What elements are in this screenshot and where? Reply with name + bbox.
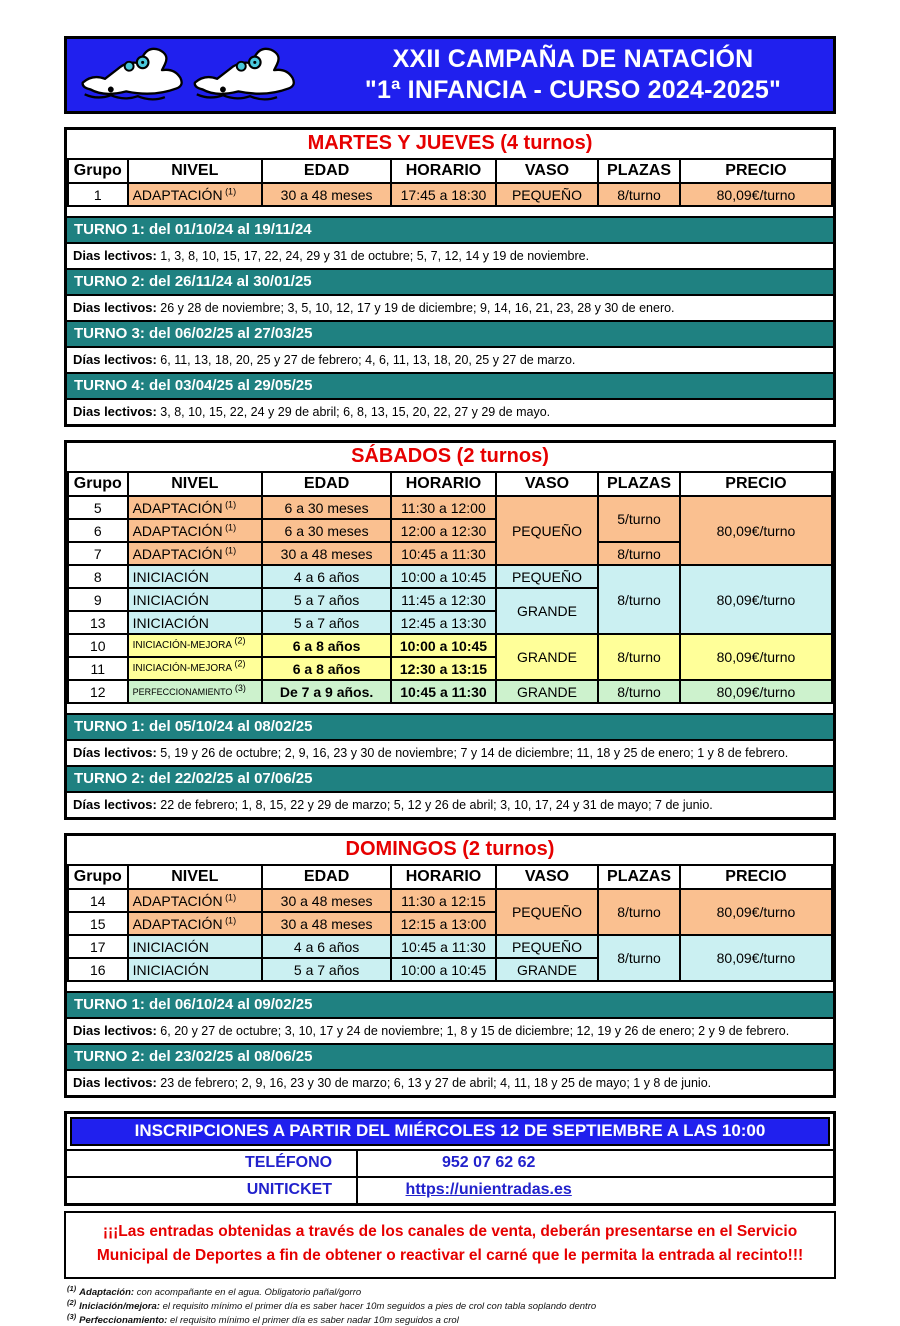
table-cell: 11:30 a 12:15 [391,889,496,912]
table-cell: INICIACIÓN [128,958,262,981]
table-cell: GRANDE [496,588,598,634]
table-cell: 8/turno [598,542,680,565]
column-header: VASO [496,865,598,889]
table-cell: 14 [68,889,128,912]
section-domingos [64,833,836,1098]
table-cell: 17 [68,935,128,958]
table-row [68,680,832,703]
footnote-marker: (1) [222,185,237,196]
table-cell: 12:45 a 13:30 [391,611,496,634]
column-header: Grupo [68,472,128,496]
table-cell: 80,09€/turno [680,889,832,935]
table-cell: 6 a 30 meses [262,496,391,519]
table-cell: 80,09€/turno [680,183,832,206]
turno-header: TURNO 1: del 01/10/24 al 19/11/24 [67,218,833,244]
table-cell: 11:30 a 12:00 [391,496,496,519]
section-spacer [67,982,833,993]
table-row [68,634,832,657]
table-cell: 9 [68,588,128,611]
table-cell: 10:00 a 10:45 [391,958,496,981]
table-cell: 10:00 a 10:45 [391,634,496,657]
turno-header: TURNO 3: del 06/02/25 al 27/03/25 [67,322,833,348]
turno-header: TURNO 4: del 03/04/25 al 29/05/25 [67,374,833,400]
header-row [68,472,832,496]
table-cell: INICIACIÓN [128,611,262,634]
table-cell: 10:45 a 11:30 [391,542,496,565]
table-cell: INICIACIÓN [128,588,262,611]
footnote-marker: (2) [232,635,246,646]
table-cell: 5 [68,496,128,519]
table-cell: 30 a 48 meses [262,889,391,912]
dias-lectivos: Dias lectivos: 26 y 28 de noviembre; 3, 5, 10, 12, 17 y 19 de diciembre; 9, 14, 16, 21, 23, 28 y 30 de enero. [67,296,833,322]
sections [64,127,836,1098]
turno-header: TURNO 1: del 05/10/24 al 08/02/25 [67,715,833,741]
section-title: DOMINGOS (2 turnos) [345,838,555,860]
contact-value-cell [358,1178,833,1203]
dias-lectivos: Dias lectivos: 1, 3, 8, 10, 15, 17, 22, 24, 29 y 31 de octubre; 5, 7, 12, 14 y 19 de noviembre. [67,244,833,270]
table-cell: 8/turno [598,680,680,703]
footnote-marker: (1) [222,544,237,555]
column-header: HORARIO [391,865,496,889]
dias-lectivos: Dias lectivos: 6, 20 y 27 de octubre; 3, 10, 17 y 24 de noviembre; 1, 8 y 15 de diciembre; 12, 19 y 26 de enero; 2 y 9 de febrero. [67,1019,833,1045]
column-header: PLAZAS [598,865,680,889]
table-cell: 80,09€/turno [680,565,832,634]
table-cell: 30 a 48 meses [262,183,391,206]
table-cell: 8/turno [598,935,680,981]
column-header: VASO [496,159,598,183]
table-cell: 12 [68,680,128,703]
schedule-table [67,471,833,704]
column-header: Grupo [68,159,128,183]
table-cell: 10 [68,634,128,657]
dias-lectivos: Días lectivos: 22 de febrero; 1, 8, 15, 22 y 29 de marzo; 5, 12 y 26 de abril; 3, 10, 17, 24 y 31 de mayo; 7 de junio. [73,797,713,812]
contact-label: TELÉFONO [67,1151,358,1176]
contact-row [67,1149,833,1176]
table-cell: 12:15 a 13:00 [391,912,496,935]
schedule-table [67,864,833,982]
header-banner [64,36,836,114]
footnote-marker: (3) [232,682,246,693]
table-cell: 80,09€/turno [680,496,832,565]
table-cell: GRANDE [496,634,598,680]
turno-header: TURNO 1: del 06/10/24 al 09/02/25 [67,993,833,1019]
unientradas-link[interactable]: https://unientradas.es [405,1181,572,1198]
footnote-line: $^{(3)}$ Perfeccionamiento: el requisito mínimo el primer día es saber nadar 10m seguidos a crol [67,1311,459,1326]
footnote-marker: (1) [222,498,237,509]
table-cell: ADAPTACIÓN $^{(1)}$ [128,889,262,912]
table-cell: INICIACIÓN-MEJORA $^{(2)}$ [128,634,262,657]
table-cell: De 7 a 9 años. [262,680,391,703]
column-header: PLAZAS [598,159,680,183]
table-cell: 11 [68,657,128,680]
table-cell: 1 [68,183,128,206]
table-cell: 80,09€/turno [680,680,832,703]
table-cell: 11:45 a 12:30 [391,588,496,611]
table-cell: 17:45 a 18:30 [391,183,496,206]
section-spacer [67,704,833,715]
campaign-title-line1: XXII CAMPAÑA DE NATACIÓN [392,44,754,73]
column-header: VASO [496,472,598,496]
column-header: EDAD [262,865,391,889]
inscriptions-banner: INSCRIPCIONES A PARTIR DEL MIÉRCOLES 12 DE SEPTIEMBRE A LAS 10:00 [70,1117,830,1146]
table-cell: 30 a 48 meses [262,542,391,565]
column-header: HORARIO [391,159,496,183]
column-header: NIVEL [128,159,262,183]
table-cell: 8 [68,565,128,588]
column-header: PRECIO [680,472,832,496]
table-cell: 10:45 a 11:30 [391,935,496,958]
dias-lectivos: Días lectivos: 5, 19 y 26 de octubre; 2, 9, 16, 23 y 30 de noviembre; 7 y 14 de diciembre; 11, 18 y 25 de enero; 1 y 8 de febrero. [67,741,833,767]
table-row [68,183,832,206]
table-cell: ADAPTACIÓN $^{(1)}$ [128,519,262,542]
table-cell: INICIACIÓN [128,935,262,958]
contact-label: UNITICKET [67,1178,358,1203]
table-cell: ADAPTACIÓN $^{(1)}$ [128,183,262,206]
table-cell: 30 a 48 meses [262,912,391,935]
column-header: HORARIO [391,472,496,496]
table-cell: 80,09€/turno [680,634,832,680]
turno-header: TURNO 2: del 23/02/25 al 08/06/25 [67,1045,833,1071]
footnote-marker: (2) [232,658,246,669]
column-header: NIVEL [128,472,262,496]
table-cell: ADAPTACIÓN $^{(1)}$ [128,542,262,565]
table-cell: 8/turno [598,634,680,680]
table-cell: 12:30 a 13:15 [391,657,496,680]
table-cell: INICIACIÓN-MEJORA $^{(2)}$ [128,657,262,680]
warning-notice: ¡¡¡Las entradas obtenidas a través de los canales de venta, deberán presentarse en el Servicio Municipal de Deportes a fin de obtener o reactivar el carné que le permita la entrada al recinto!!! [64,1211,836,1279]
table-cell: PEQUEÑO [496,565,598,588]
table-cell: 6 a 8 años [262,657,391,680]
table-cell: PEQUEÑO [496,183,598,206]
column-header: EDAD [262,159,391,183]
column-header: PRECIO [680,865,832,889]
column-header: EDAD [262,472,391,496]
campaign-title [319,44,833,107]
table-cell: 13 [68,611,128,634]
table-cell: ADAPTACIÓN $^{(1)}$ [128,496,262,519]
table-cell: GRANDE [496,958,598,981]
swimmers-logo-icon [67,44,319,107]
dias-lectivos: Dias lectivos: 23 de febrero; 2, 9, 16, 23 y 30 de marzo; 6, 13 y 27 de abril; 4, 11, 18 y 25 de mayo; 1 y 8 de junio. [73,1075,712,1090]
table-row [68,889,832,912]
table-row [68,935,832,958]
table-cell: PEQUEÑO [496,889,598,935]
column-header: PLAZAS [598,472,680,496]
table-cell: 8/turno [598,565,680,634]
column-header: PRECIO [680,159,832,183]
table-cell: 15 [68,912,128,935]
table-cell: INICIACIÓN [128,565,262,588]
table-cell: 6 a 30 meses [262,519,391,542]
turno-header: TURNO 2: del 22/02/25 al 07/06/25 [67,767,833,793]
inscriptions-box [64,1111,836,1206]
footnote-line: $^{(1)}$ Adaptación: con acompañante en el agua. Obligatorio pañal/gorro [67,1283,362,1299]
table-cell: 80,09€/turno [680,935,832,981]
contact-rows [67,1149,833,1203]
footnotes [64,1283,836,1326]
table-cell: 8/turno [598,889,680,935]
section-title: MARTES Y JUEVES (4 turnos) [307,132,593,154]
campaign-title-line2: "1ª INFANCIA - CURSO 2024-2025" [364,76,782,104]
table-cell: 4 a 6 años [262,935,391,958]
table-row [68,496,832,519]
table-row [68,565,832,588]
header-row [68,865,832,889]
column-header: Grupo [68,865,128,889]
table-cell: 4 a 6 años [262,565,391,588]
column-header: NIVEL [128,865,262,889]
table-cell: 16 [68,958,128,981]
table-cell: 6 [68,519,128,542]
table-cell: 5 a 7 años [262,611,391,634]
table-cell: 8/turno [598,183,680,206]
table-cell: PERFECCIONAMIENTO $^{(3)}$ [128,680,262,703]
contact-row [67,1176,833,1203]
table-cell: 5 a 7 años [262,588,391,611]
dias-lectivos: Días lectivos: 6, 11, 13, 18, 20, 25 y 27 de febrero; 4, 6, 11, 13, 18, 20, 25 y 27 de marzo. [67,348,833,374]
table-cell: GRANDE [496,680,598,703]
dias-lectivos: Dias lectivos: 3, 8, 10, 15, 22, 24 y 29 de abril; 6, 8, 13, 15, 20, 22, 27 y 29 de mayo. [73,404,551,419]
table-cell: 10:45 a 11:30 [391,680,496,703]
table-cell: 5 a 7 años [262,958,391,981]
turno-header: TURNO 2: del 26/11/24 al 30/01/25 [67,270,833,296]
table-cell: PEQUEÑO [496,496,598,565]
table-cell: 5/turno [598,496,680,542]
footnote-marker: (1) [222,891,237,902]
section-title: SÁBADOS (2 turnos) [351,445,549,467]
phone-number: 952 07 62 62 [441,1154,536,1171]
schedule-table [67,158,833,207]
section-sabados [64,440,836,820]
section-martes-jueves [64,127,836,427]
footnote-line: $^{(2)}$ Iniciación/mejora: el requisito mínimo el primer día es saber hacer 10m seguidos a pies de crol con tabla soplando dentro [67,1297,597,1313]
footnote-marker: (1) [222,521,237,532]
table-cell: ADAPTACIÓN $^{(1)}$ [128,912,262,935]
header-row [68,159,832,183]
table-cell: 7 [68,542,128,565]
table-cell: 12:00 a 12:30 [391,519,496,542]
contact-value-cell [358,1151,833,1176]
footnote-marker: (1) [222,914,237,925]
table-cell: 6 a 8 años [262,634,391,657]
table-cell: 10:00 a 10:45 [391,565,496,588]
section-spacer [67,207,833,218]
table-cell: PEQUEÑO [496,935,598,958]
